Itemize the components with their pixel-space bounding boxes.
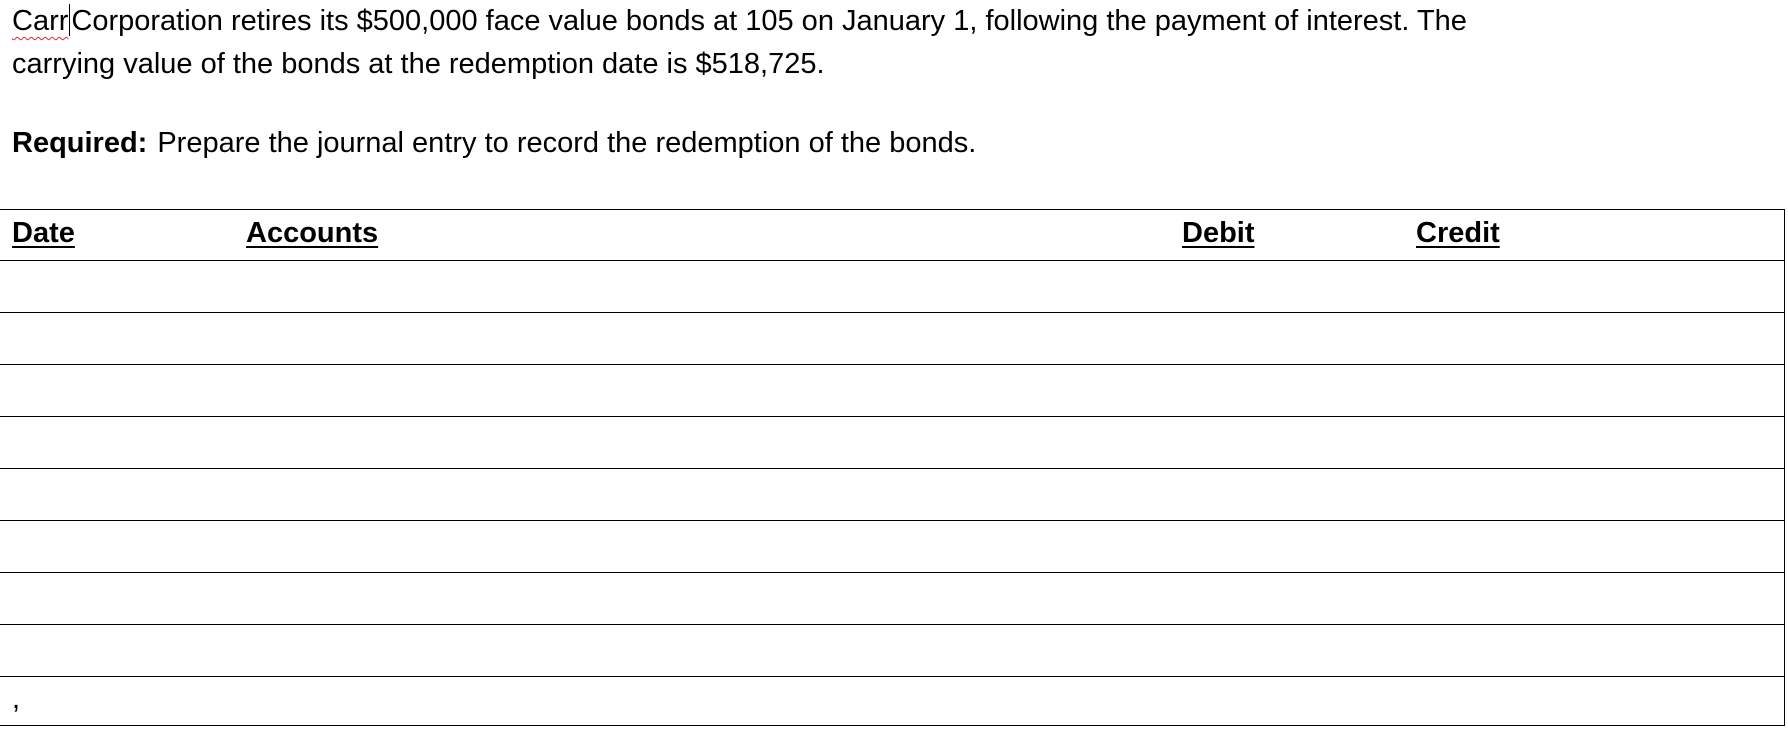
- journal-row[interactable]: [0, 417, 1784, 469]
- journal-row[interactable]: [0, 677, 1784, 729]
- journal-entry-table: [0, 209, 1785, 726]
- required-label: Required:: [12, 127, 148, 159]
- required-text: Prepare the journal entry to record the redemption of the bonds.: [157, 127, 977, 159]
- problem-first-word: Carr: [12, 5, 69, 37]
- journal-header-row: [0, 210, 1784, 261]
- journal-row[interactable]: [0, 625, 1784, 677]
- required-instruction: [12, 122, 976, 165]
- header-accounts: Accounts: [246, 217, 379, 249]
- journal-row[interactable]: [0, 313, 1784, 365]
- journal-row[interactable]: [0, 521, 1784, 573]
- header-debit: Debit: [1182, 217, 1255, 249]
- header-date: Date: [12, 217, 75, 249]
- journal-row[interactable]: [0, 573, 1784, 625]
- problem-statement: [12, 0, 1752, 86]
- header-credit: Credit: [1416, 217, 1500, 249]
- journal-row-text: ,: [12, 683, 21, 715]
- journal-row[interactable]: [0, 469, 1784, 521]
- problem-line1-rest: Corporation retires its $500,000 face value bonds at 105 on January 1, following the payment of interest. The: [71, 5, 1467, 37]
- problem-line2: carrying value of the bonds at the redemption date is $518,725.: [12, 48, 825, 80]
- journal-row[interactable]: [0, 261, 1784, 313]
- journal-row[interactable]: [0, 365, 1784, 417]
